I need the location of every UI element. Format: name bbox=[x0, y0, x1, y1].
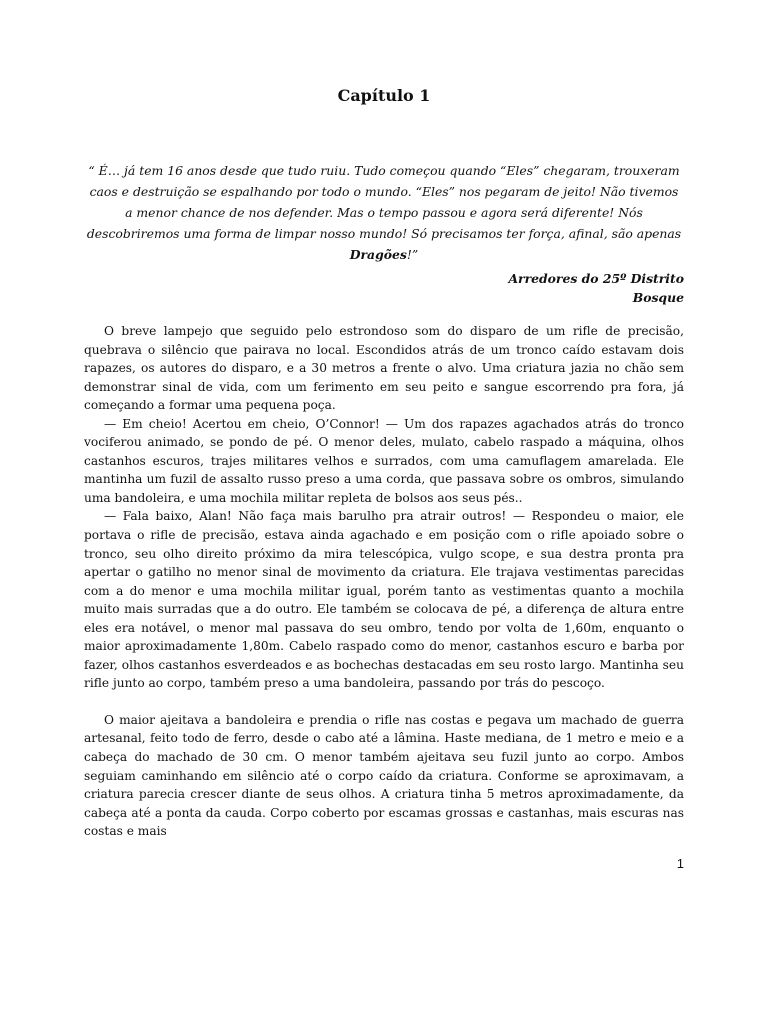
epigraph-quote bbox=[84, 160, 684, 265]
location-place: Bosque bbox=[632, 290, 684, 305]
paragraph: — Em cheio! Acertou em cheio, O’Connor! — Um dos rapazes agachados atrás do tronco vociferou animado, se pondo de pé. O menor deles, mulato, cabelo raspado a máquina, olhos castanhos escuros, trajes militares velhos e surrados, com uma camuflagem amarelada. Ele mantinha um fuzil de assalto russo preso a uma corda, que passava sobre os ombros, simulando uma bandoleira, e uma mochila militar repleta de bolsos aos seus pés.. bbox=[84, 416, 684, 505]
paragraph: — Fala baixo, Alan! Não faça mais barulho pra atrair outros! — Respondeu o maior, ele portava o rifle de precisão, estava ainda agachado e em posição com o rifle apoiado sobre o tronco, seu olho direito próximo da mira telescópica, vulgo scope, e sua destra pronta pra apertar o gatilho no menor sinal de movimento da criatura. Ele trajava vestimentas parecidas com a do menor e uma mochila militar igual, porém tanto as vestimentas quanto a mochila muito mais surradas que a do outro. Ele também se colocava de pé, a diferença de altura entre eles era notável, o menor mal passava do seu ombro, tendo por volta de 1,60m, enquanto o maior aproximadamente 1,80m. Cabelo raspado como do menor, castanhos escuro e barba por fazer, olhos castanhos esverdeados e as bochechas destacadas em seu rosto largo. Mantinha seu rifle junto ao corpo, também preso a uma bandoleira, passando por trás do pescoço. bbox=[84, 509, 684, 691]
location-district: Arredores do 25º Distrito bbox=[508, 271, 684, 286]
page-number: 1 bbox=[676, 856, 684, 871]
paragraph: O maior ajeitava a bandoleira e prendia o rifle nas costas e pegava um machado de guerra artesanal, feito todo de ferro, desde o cabo até a lâmina. Haste mediana, de 1 metro e meio e a cabeça do machado de 30 cm. O menor também ajeitava seu fuzil junto ao corpo. Ambos seguiam caminhando em silêncio até o corpo caído da criatura. Conforme se aproximavam, a criatura parecia crescer diante de seus olhos. A criatura tinha 5 metros aproximadamente, da cabeça até a ponta da cauda. Corpo coberto por escamas grossas e castanhas, mais escuras nas costas e mais bbox=[84, 712, 684, 839]
chapter-title: Capítulo 1 bbox=[337, 86, 431, 105]
epigraph-closing: !” bbox=[406, 247, 419, 262]
chapter-body bbox=[84, 322, 684, 841]
epigraph-text: “ É… já tem 16 anos desde que tudo ruiu. Tudo começou quando “Eles” chegaram, trouxeram caos e destruição se espalhando por todo o mundo. “Eles” nos pegaram de jeito! Não tivemos a menor chance de nos defender. Mas o tempo passou e agora será diferente! Nós descobriremos uma forma de limpar nosso mundo! Só precisamos ter força, afinal, são apenas bbox=[86, 163, 682, 241]
location-heading bbox=[508, 269, 684, 307]
epigraph-emphasis: Dragões bbox=[349, 247, 407, 262]
paragraph: O breve lampejo que seguido pelo estrondoso som do disparo de um rifle de precisão, quebrava o silêncio que pairava no local. Escondidos atrás de um tronco caído estavam dois rapazes, os autores do disparo, e a 30 metros a frente o alvo. Uma criatura jazia no chão sem demonstrar sinal de vida, com um ferimento em seu peito e sangue escorrendo pra fora, já começando a formar uma pequena poça. bbox=[84, 324, 684, 413]
